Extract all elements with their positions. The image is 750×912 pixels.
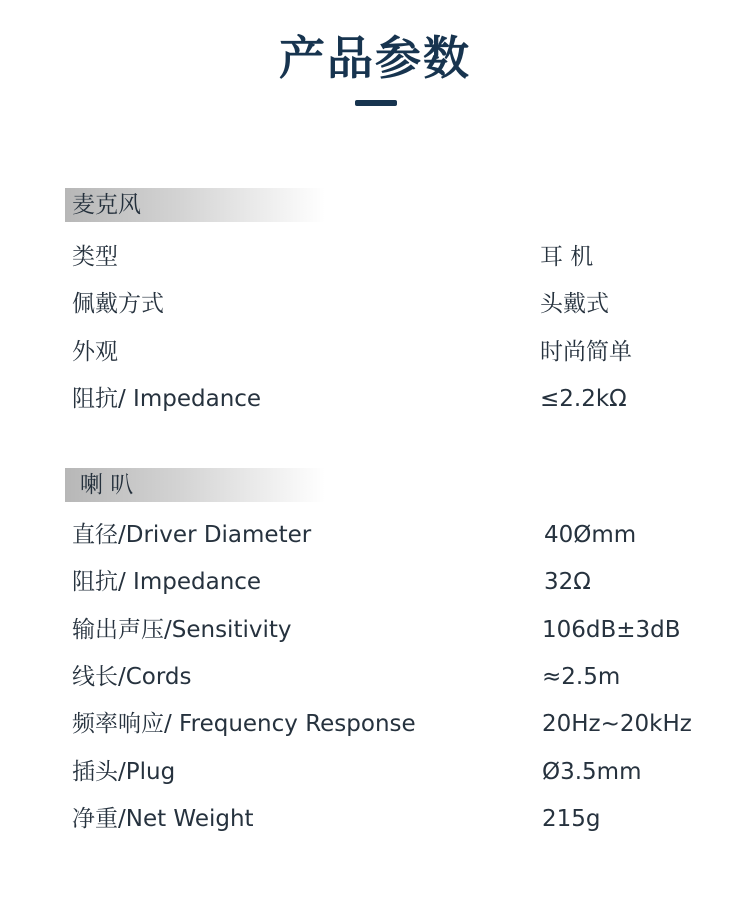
spec-row: [72, 610, 712, 650]
spec-value: ≈2.5m: [542, 664, 621, 690]
title-underline: [355, 100, 397, 106]
spec-label: 线长/Cords: [72, 664, 192, 690]
spec-row: [72, 799, 712, 839]
spec-value: Ø3.5mm: [542, 759, 642, 785]
spec-row: [72, 657, 712, 697]
spec-value: 头戴式: [540, 291, 609, 317]
spec-label: 净重/Net Weight: [72, 806, 254, 832]
spec-row: [72, 379, 712, 419]
spec-value: 32Ω: [544, 569, 591, 595]
page-title: 产品参数: [279, 31, 471, 85]
section-title: 麦克风: [72, 192, 141, 218]
spec-label: 阻抗/ Impedance: [72, 569, 262, 595]
spec-row: [72, 562, 712, 602]
section-header-microphone: [65, 188, 325, 222]
spec-label: 插头/Plug: [72, 759, 176, 785]
section-title: 喇 叭: [80, 472, 134, 498]
spec-value: 耳 机: [540, 244, 594, 270]
spec-label: 类型: [72, 244, 118, 270]
section-header-speaker: [65, 468, 325, 502]
spec-row: [72, 332, 712, 372]
spec-label: 外观: [72, 339, 118, 365]
spec-row: [72, 752, 712, 792]
spec-value: ≤2.2kΩ: [540, 386, 627, 412]
spec-value: 215g: [542, 806, 601, 832]
spec-row: [72, 284, 712, 324]
spec-label: 直径/Driver Diameter: [72, 522, 312, 548]
spec-value: 40Ømm: [544, 522, 637, 548]
spec-value: 时尚简单: [540, 339, 632, 365]
spec-label: 频率响应/ Frequency Response: [72, 711, 416, 737]
spec-label: 佩戴方式: [72, 291, 164, 317]
spec-label: 输出声压/Sensitivity: [72, 617, 292, 643]
spec-value: 106dB±3dB: [542, 617, 681, 643]
spec-label: 阻抗/ Impedance: [72, 386, 262, 412]
spec-row: [72, 515, 712, 555]
spec-row: [72, 237, 712, 277]
spec-value: 20Hz~20kHz: [542, 711, 692, 737]
spec-row: [72, 704, 712, 744]
